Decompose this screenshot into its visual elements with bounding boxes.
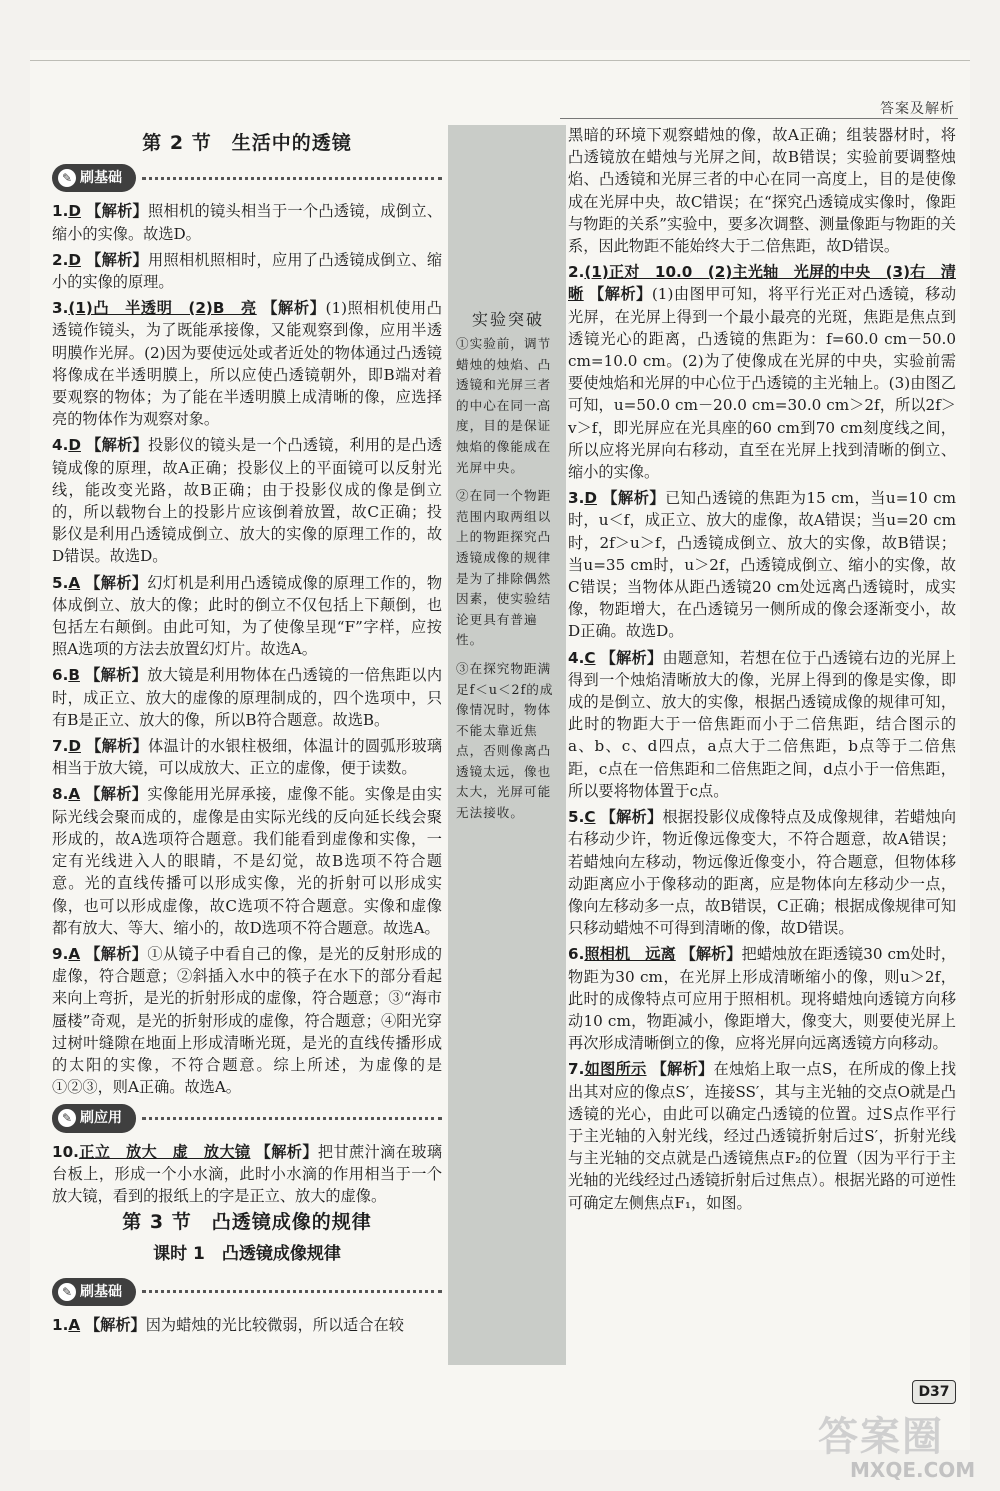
sidebar-paragraph: ③在探究物距满足f＜u＜2f的成像情况时，物体不能太靠近焦点，否则像离凸透镜太远，像也太大，光屏可能无法接收。 xyxy=(456,660,554,821)
analysis-text: 把蜡烛放在距透镜30 cm处时，物距为30 cm，在光屏上形成清晰缩小的像，则u＞2f，此时的成像特点可应用于照相机。现将蜡烛向透镜方向移动10 cm，物距减小，像距增大，像变大，则要使光屏上再次形成清晰倒立的像，应将光屏向远离透镜方向移动。 xyxy=(568,945,957,1053)
tag-row xyxy=(52,164,442,192)
answer-item xyxy=(52,434,442,567)
left-column xyxy=(52,128,442,1340)
analysis-label: 【解析】 xyxy=(85,785,148,804)
analysis-label: 【解析】 xyxy=(262,299,326,318)
pen-icon: ✎ xyxy=(58,1109,76,1127)
pen-icon: ✎ xyxy=(58,1283,76,1301)
answer-item xyxy=(52,572,442,661)
question-number: 8. xyxy=(52,785,69,804)
question-number: 2. xyxy=(52,250,69,269)
header-title: 答案及解析 xyxy=(880,101,955,117)
analysis-text: 体温计的水银柱极细，体温计的圆弧形玻璃相当于放大镜，可以成放大、正立的虚像，便于读数。 xyxy=(52,737,443,778)
analysis-text: (1)由图甲可知，将平行光正对凸透镜，移动光屏，在光屏上得到一个最小最亮的光斑，焦距是焦点到透镜光心的距离，凸透镜的焦距为：f=60.0 cm－50.0 cm=10.0 cm。(2)为了使像成在光屏的中央，实验前需要使烛焰和光屏的中心位于凸透镜的主光轴上。(3)由图乙可知，u=50.0 cm－20.0 cm=30.0 cm＞2f，所以2f＞v＞f，即光屏应在光具座的60 cm到70 cm刻度线之间，所以应将光屏向右移动，直至在光屏上找到清晰的倒立、缩小的实像。 xyxy=(568,285,957,482)
question-number: 5. xyxy=(52,573,69,592)
tag-apply: ✎ 刷应用 xyxy=(52,1104,136,1132)
tag-row xyxy=(52,1104,442,1132)
analysis-label: 【解析】 xyxy=(651,1060,714,1079)
section-title-3: 第 3 节 凸透镜成像的规律 xyxy=(122,1211,372,1234)
sidebar-title: 实验突破 xyxy=(471,310,544,329)
question-number: 3. xyxy=(52,299,69,318)
answer-item xyxy=(52,735,442,779)
analysis-label: 【解析】 xyxy=(600,648,663,667)
analysis-label: 【解析】 xyxy=(600,808,663,827)
sidebar-paragraph: ①实验前，调节蜡烛的烛焰、凸透镜和光屏三者的中心在同一高度，目的是保证烛焰的像能成在光屏中央。 xyxy=(456,336,552,475)
watermark-logo: 答案圈 xyxy=(818,1414,944,1460)
dotted-divider xyxy=(142,1117,442,1120)
analysis-text: 投影仪的镜头是一个凸透镜，利用的是凸透镜成像的原理，故A正确；投影仪上的平面镜可以反射光线，能改变光路，故B正确；由于投影仪成的像是倒立的，所以载物台上的投影片应该倒着放置，故C正确；投影仪是利用凸透镜成倒立、放大的实像的原理工作的，故D错误。故选D。 xyxy=(52,436,443,566)
answer-key: D xyxy=(68,250,81,269)
answer-key: A xyxy=(68,1315,81,1334)
analysis-label: 【解析】 xyxy=(86,436,149,455)
watermark-url: MXQE.COM xyxy=(850,1458,976,1482)
tag-row xyxy=(52,1278,442,1306)
answer-list xyxy=(52,200,442,1098)
answer-key: D xyxy=(584,489,597,508)
answer-key: D xyxy=(68,436,81,455)
analysis-label: 【解析】 xyxy=(84,1315,146,1334)
answer-item xyxy=(568,806,956,939)
experiment-sidebar xyxy=(448,125,566,1365)
question-number: 7. xyxy=(568,1060,585,1079)
top-divider xyxy=(30,60,970,61)
answer-key: 照相机 远离 xyxy=(584,945,676,964)
analysis-label: 【解析】 xyxy=(85,666,148,685)
answer-list xyxy=(52,1314,442,1336)
analysis-text: 因为蜡烛的光比较微弱，所以适合在较 xyxy=(145,1315,404,1334)
answer-item xyxy=(52,783,442,938)
question-number: 4. xyxy=(52,436,69,455)
analysis-text: 用照相机照相时，应用了凸透镜成倒立、缩小的实像的原理。 xyxy=(52,250,443,292)
answer-list xyxy=(52,1141,442,1208)
tag-basic: ✎ 刷基础 xyxy=(52,1278,136,1306)
lesson-title: 课时 1 凸透镜成像规律 xyxy=(153,1244,341,1265)
question-number: 2. xyxy=(568,263,585,282)
analysis-label: 【解析】 xyxy=(602,489,666,508)
analysis-text: 放大镜是利用物体在凸透镜的一倍焦距以内时，成正立、放大的虚像的原理制成的，四个选项中，只有B是正立、放大的像，所以B符合题意。故选B。 xyxy=(52,666,443,729)
analysis-text: 根据投影仪成像特点及成像规律，若蜡烛向右移动少许，物近像远像变大，不符合题意，故A错误；若蜡烛向左移动，物远像近像变小，符合题意，但物体移动距离应小于像移动的距离，应是物体向左移动少一点，像向左移动多一点，故B错误，C正确；根据成像规律可知只移动蜡烛不可得到清晰的像，故D错误。 xyxy=(568,808,957,938)
answer-item xyxy=(52,249,442,293)
answer-key: A xyxy=(68,573,81,592)
analysis-text: 幻灯机是利用凸透镜成像的原理工作的，物体成倒立、放大的像；此时的倒立不仅包括上下颠倒，也包括左右颠倒。由此可知，为了使像呈现“F”字样，应按照A选项的方法去放置幻灯片。故选A。 xyxy=(52,573,443,659)
analysis-text: 把甘蔗汁滴在玻璃台板上，形成一个小水滴，此时小水滴的作用相当于一个放大镜，看到的报纸上的字是正立、放大的虚像。 xyxy=(52,1142,443,1205)
answer-key: C xyxy=(584,808,596,827)
answer-item xyxy=(52,200,442,244)
answer-item xyxy=(52,1141,442,1208)
sidebar-paragraph: ②在同一个物距范围内取两组以上的物距探究凸透镜成像的规律是为了排除偶然因素，使实验结论更具有普遍性。 xyxy=(456,488,552,648)
answer-key: D xyxy=(68,202,81,221)
answer-list xyxy=(568,261,956,1214)
analysis-label: 【解析】 xyxy=(85,573,148,592)
analysis-text: (1)照相机使用凸透镜作镜头，为了既能承接像，又能观察到像，应用半透明膜作光屏。(2)因为要使远处或者近处的物体通过凸透镜将像成在半透明膜上，所以应使凸透镜朝外，即B端对着要观察的物体；为了能在半透明膜上成清晰的像，应选择亮的物体作为观察对象。 xyxy=(52,299,442,429)
section-title-2: 第 2 节 生活中的透镜 xyxy=(142,132,352,154)
answer-key: (1)正对 10.0 (2)主光轴 光屏的中央 (3)右 清晰 xyxy=(568,263,956,304)
analysis-text: 实像能用光屏承接，虚像不能。实像是由实际光线会聚而成的，虚像是由实际光线的反向延长线会聚形成的，故A选项符合题意。我们能看到虚像和实像，一定有光线进入人的眼睛，不是幻觉，故B选项不符合题意。光的直线传播可以形成实像，光的折射可以形成实像，也可以形成虚像，故C选项不符合题意。实像和虚像都有放大、等大、缩小的，故D选项不符合题意。故选A。 xyxy=(52,785,443,937)
dotted-divider xyxy=(142,177,442,180)
tag-basic: ✎ 刷基础 xyxy=(52,164,136,192)
question-number: 4. xyxy=(568,648,585,667)
sidebar-content xyxy=(456,307,560,832)
answer-item xyxy=(568,647,956,802)
continued-text: 黑暗的环境下观察蜡烛的像，故A正确；组装器材时，将凸透镜放在蜡烛与光屏之间，故B错误；实验前要调整烛焰、凸透镜和光屏三者的中心在同一高度上，目的是使像成在光屏中央，故C错误；在“探究凸透镜成实像时，像距与物距的关系”实验中，要多次调整、测量像距与物距的关系，因此物距不能始终大于二倍焦距，故D错误。 xyxy=(568,126,956,256)
answer-item xyxy=(52,1314,442,1336)
analysis-text: 已知凸透镜的焦距为15 cm，当u=10 cm时，u＜f，成正立、放大的虚像，故A错误；当u=20 cm时，2f＞u＞f，凸透镜成倒立、放大的实像，故B错误；当u=35 cm时，u＞2f，凸透镜成倒立、缩小的实像，故C错误；当物体从距凸透镜20 cm处远离凸透镜时，成实像，物距增大，在凸透镜另一侧所成的像会逐渐变小，故D正确。故选D。 xyxy=(568,489,956,641)
answer-key: 如图所示 xyxy=(584,1060,647,1079)
answer-item xyxy=(568,487,956,642)
answer-item xyxy=(52,297,442,430)
answer-item xyxy=(568,261,956,483)
answer-item xyxy=(568,1058,956,1213)
analysis-label: 【解析】 xyxy=(86,737,149,756)
analysis-label: 【解析】 xyxy=(680,945,742,964)
answer-item xyxy=(52,664,442,731)
question-number: 1. xyxy=(52,1315,69,1334)
question-number: 6. xyxy=(568,945,585,964)
question-number: 7. xyxy=(52,737,69,756)
answer-key: B xyxy=(68,666,80,685)
analysis-label: 【解析】 xyxy=(86,250,149,269)
header-rule xyxy=(560,118,958,119)
answer-key: A xyxy=(68,944,81,963)
answer-item xyxy=(568,943,956,1054)
analysis-text: 由题意知，若想在位于凸透镜右边的光屏上得到一个烛焰清晰放大的像，光屏上得到的像是实像，即成的是倒立、放大的实像，根据凸透镜成像的规律可知，此时的物距大于一倍焦距而小于二倍焦距，结合图示的a、b、c、d四点，a点大于二倍焦距，b点等于二倍焦距，c点在一倍焦距和二倍焦距之间，d点小于一倍焦距，所以要将物体置于c点。 xyxy=(568,648,957,800)
answer-key: A xyxy=(68,785,81,804)
answer-key: (1)凸 半透明 (2)B 亮 xyxy=(68,299,257,318)
analysis-label: 【解析】 xyxy=(85,944,148,963)
answer-item xyxy=(52,943,442,1098)
question-number: 9. xyxy=(52,944,69,963)
question-number: 10. xyxy=(52,1142,79,1161)
analysis-text: 照相机的镜头相当于一个凸透镜，成倒立、缩小的实像。故选D。 xyxy=(52,202,443,243)
page-number: D37 xyxy=(912,1380,956,1404)
dotted-divider xyxy=(142,1290,442,1293)
question-number: 5. xyxy=(568,808,585,827)
answer-key: 正立 放大 虚 放大镜 xyxy=(78,1142,251,1161)
question-number: 6. xyxy=(52,666,69,685)
analysis-label: 【解析】 xyxy=(255,1142,318,1161)
analysis-label: 【解析】 xyxy=(86,202,149,221)
pen-icon: ✎ xyxy=(58,169,76,187)
right-column xyxy=(568,124,956,1218)
analysis-label: 【解析】 xyxy=(589,285,652,304)
analysis-text: 在烛焰上取一点S，在所成的像上找出其对应的像点S′，连接SS′，其与主光轴的交点O就是凸透镜的光心，由此可以确定凸透镜的位置。过S点作平行于主光轴的入射光线，经过凸透镜折射后过S′，折射光线与主光轴的交点就是凸透镜焦点F₂的位置（因为平行于主光轴的光线经过凸透镜折射后过焦点）。根据光路的可逆性可确定左侧焦点F₁，如图。 xyxy=(568,1060,957,1212)
question-number: 3. xyxy=(568,489,585,508)
analysis-text: ①从镜子中看自己的像，是光的反射形成的虚像，符合题意；②斜插入水中的筷子在水下的部分看起来向上弯折，是光的折射形成的虚像，符合题意；③“海市蜃楼”奇观，是光的折射形成的虚像，符合题意；④阳光穿过树叶缝隙在地面上形成清晰光斑，是光的直线传播形成的太阳的实像，不符合题意。综上所述，为虚像的是①②③，则A正确。故选A。 xyxy=(52,944,443,1097)
question-number: 1. xyxy=(52,202,69,221)
answer-key: D xyxy=(68,737,81,756)
answer-key: C xyxy=(584,648,596,667)
